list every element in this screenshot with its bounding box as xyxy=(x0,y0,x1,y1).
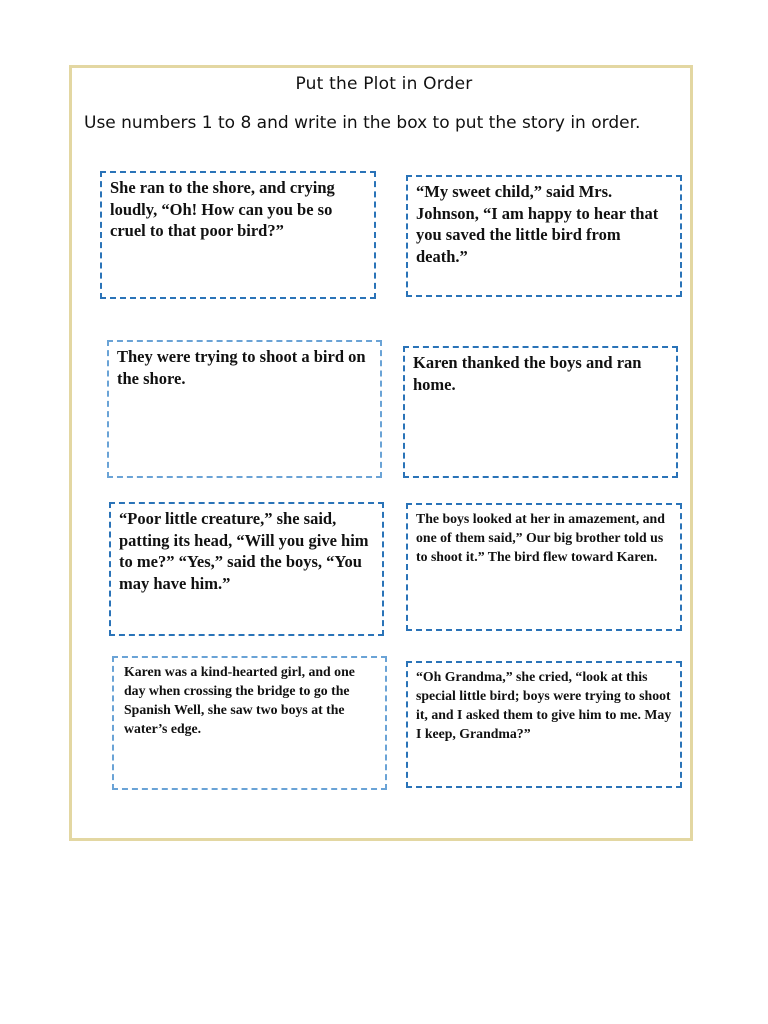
story-card-8[interactable] xyxy=(406,661,682,788)
story-card-4[interactable] xyxy=(403,346,678,478)
story-card-text: They were trying to shoot a bird on the shore. xyxy=(117,347,366,388)
story-card-5[interactable] xyxy=(109,502,384,636)
story-card-7[interactable] xyxy=(112,656,387,790)
story-card-text: “Oh Grandma,” she cried, “look at this special little bird; boys were trying to shoot it, and I asked them to give him to me. May I keep, Grandma?” xyxy=(416,669,672,741)
story-card-1[interactable] xyxy=(100,171,376,299)
worksheet-instructions: Use numbers 1 to 8 and write in the box to put the story in order. xyxy=(84,113,641,133)
story-card-text: “My sweet child,” said Mrs. Johnson, “I am happy to hear that you saved the little bird from death.” xyxy=(416,182,659,266)
story-card-text: She ran to the shore, and crying loudly, “Oh! How can you be so cruel to that poor bird?” xyxy=(110,178,335,240)
story-card-text: Karen thanked the boys and ran home. xyxy=(413,353,642,394)
worksheet-title: Put the Plot in Order xyxy=(295,74,473,94)
story-card-text: Karen was a kind-hearted girl, and one day when crossing the bridge to go the Spanish Well, she saw two boys at the water’s edge. xyxy=(124,664,355,736)
story-card-2[interactable] xyxy=(406,175,682,297)
story-card-6[interactable] xyxy=(406,503,682,631)
story-card-text: The boys looked at her in amazement, and one of them said,” Our big brother told us to shoot it.” The bird flew toward Karen. xyxy=(416,511,665,564)
story-card-text: “Poor little creature,” she said, patting its head, “Will you give him to me?” “Yes,” said the boys, “You may have him.” xyxy=(119,509,369,593)
story-card-3[interactable] xyxy=(107,340,382,478)
